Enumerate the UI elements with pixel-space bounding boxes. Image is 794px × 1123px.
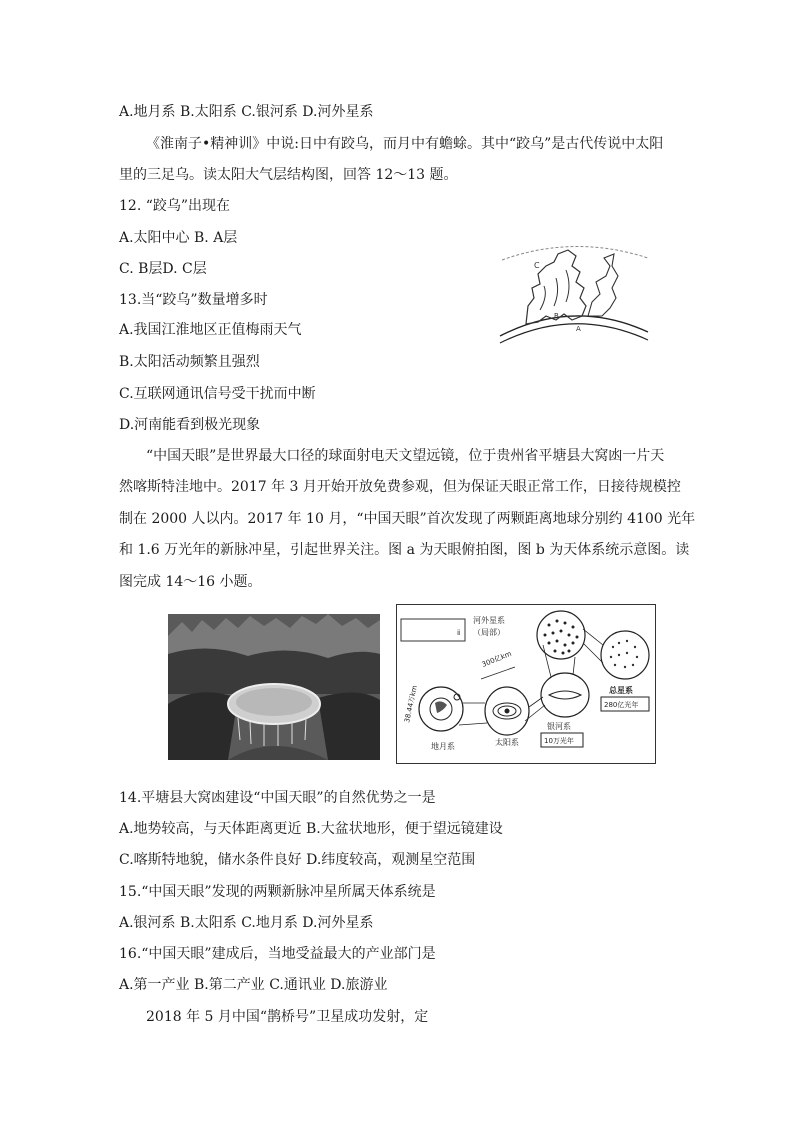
q13-option-b: B.太阳活动频繁且强烈 [119,354,260,370]
universe-size: 280亿光年 [604,701,639,709]
galaxy-ext-sub: （局部） [473,628,505,637]
q14-options-cd: C.喀斯特地貌，储水条件良好 D.纬度较高，观测星空范围 [119,852,476,868]
q15-stem: 15.“中国天眼”发现的两颗新脉冲星所属天体系统是 [119,884,436,900]
passage-fast-5: 图完成 14～16 小题。 [119,574,262,590]
layer-a-label: A [576,325,581,333]
q12-stem: 12. “跤乌”出现在 [119,198,231,214]
q14-stem: 14.平塘县大窝凼建设“中国天眼”的自然优势之一是 [119,790,436,806]
galaxy-ext-title: 河外星系 [473,616,505,625]
q16-stem: 16.“中国天眼”建成后，当地受益最大的产业部门是 [119,946,436,962]
q13-option-a: A.我国江淮地区正值梅雨天气 [119,322,302,338]
universe-circle [601,631,649,679]
q12-options-cd: C. B层D. C层 [119,261,207,277]
q11-options: A.地月系 B.太阳系 C.银河系 D.河外星系 [119,104,374,120]
sun-atmosphere-figure [496,236,652,348]
legend-mark: ⅱ [457,629,461,637]
q15-options: A.银河系 B.太阳系 C.地月系 D.河外星系 [119,915,374,931]
distance-300: 300亿km [480,649,513,669]
distance-384: 38.44万km [403,684,419,724]
fast-telescope-photo [168,614,380,760]
milky-way-label: 银河系 [547,722,571,731]
layer-b-label: B [554,312,559,320]
q16-options: A.第一产业 B.第二产业 C.通讯业 D.旅游业 [119,977,388,993]
universe-label: 总星系 [609,686,633,695]
passage-fast-4: 和 1.6 万光年的新脉冲星，引起世界关注。图 a 为天眼俯拍图，图 b 为天体系统示意图。读 [119,542,690,558]
milky-way-size: 10万光年 [544,737,574,745]
solar-system-label: 太阳系 [495,738,519,747]
passage-intro-cont: 里的三足乌。读太阳大气层结构图，回答 12～13 题。 [119,167,458,183]
q13-option-d: D.河南能看到极光现象 [119,417,261,433]
passage-intro: 《淮南子•精神训》中说:日中有跤乌，而月中有蟾蜍。其中“跤乌”是古代传说中太阳 [146,136,664,152]
layer-c-label: C [534,261,540,270]
q14-options-ab: A.地势较高，与天体距离更近 B.大盆状地形，便于望远镜建设 [119,821,503,837]
passage-fast: “中国天眼”是世界最大口径的球面射电天文望远镜，位于贵州省平塘县大窝凼一片天 [146,448,665,464]
q13-stem: 13.当“跤乌”数量增多时 [119,292,268,308]
q12-options-ab: A.太阳中心 B. A层 [119,230,238,246]
passage-queqiao: 2018 年 5 月中国“鹊桥号”卫星成功发射，定 [146,1009,429,1025]
passage-fast-2: 然喀斯特洼地中。2017 年 3 月开始开放免费参观，但为保证天眼正常工作，日接待规模控 [119,479,681,495]
earth-moon-label: 地月系 [431,742,455,751]
celestial-system-diagram [396,604,656,764]
passage-fast-3: 制在 2000 人以内。2017 年 10 月，“中国天眼”首次发现了两颗距离地球分别约 4100 光年 [119,511,696,527]
q13-option-c: C.互联网通讯信号受干扰而中断 [119,386,316,402]
